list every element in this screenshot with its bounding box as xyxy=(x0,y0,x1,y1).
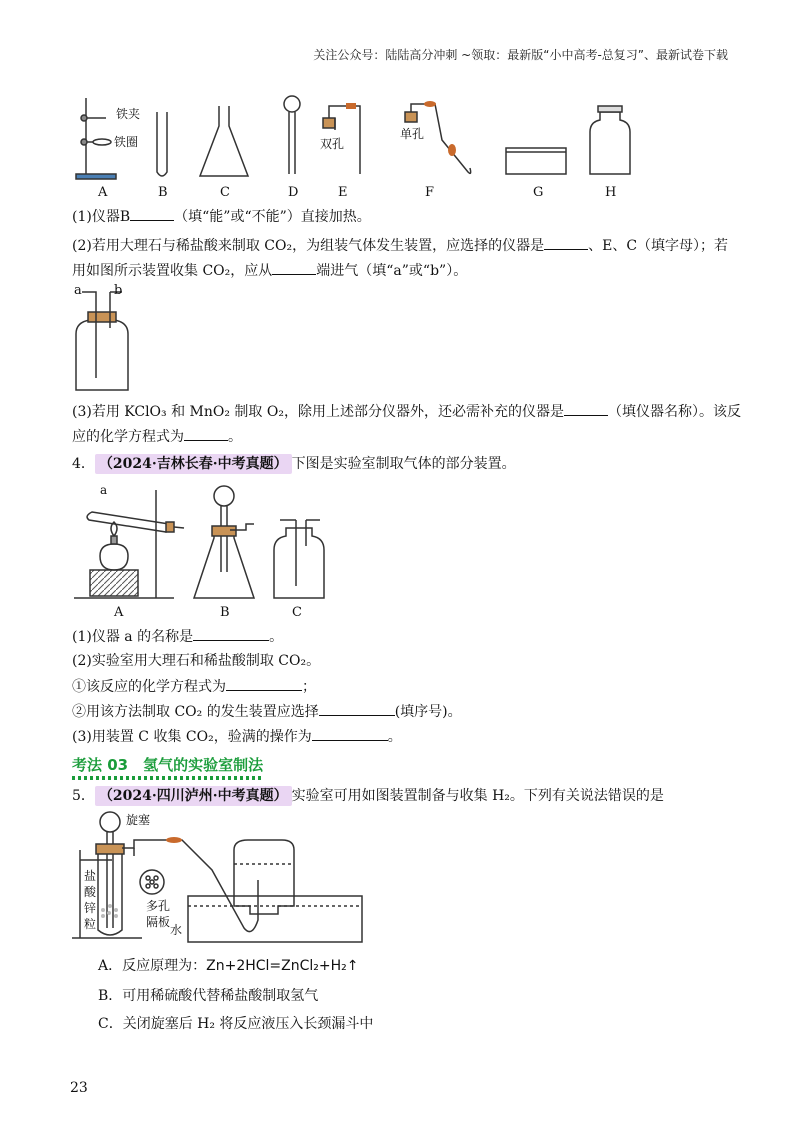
q4-part1: (1)仪器 a 的名称是 。 xyxy=(72,626,283,647)
fig3-plate-1: 多孔 xyxy=(146,899,171,913)
q4-source-tag: （2024·吉林长春·中考真题） xyxy=(95,454,292,474)
label-d: D xyxy=(288,185,299,200)
fig2-letter-c: C xyxy=(292,605,302,620)
q5-stem: 5． （2024·四川泸州·中考真题） 实验室可用如图装置制备与收集 H₂。下列有关说法错误的是 xyxy=(72,788,664,804)
annotation-iron-ring: 铁圈 xyxy=(114,135,139,149)
q3-part2-cont: 用如图所示装置收集 CO₂，应从 端进气（填“a”或“b”）。 xyxy=(72,260,467,281)
q5-source-tag: （2024·四川泸州·中考真题） xyxy=(95,786,292,806)
label-b: B xyxy=(158,185,168,200)
fig3-stopcock: 旋塞 xyxy=(126,813,151,827)
collection-bottle-figure xyxy=(72,282,132,394)
q4-part3: (3)用装置 C 收集 CO₂，验满的操作为 。 xyxy=(72,726,402,747)
option-c: C．关闭旋塞后 H₂ 将反应液压入长颈漏斗中 xyxy=(98,1016,374,1032)
fig3-zinc-2: 粒 xyxy=(84,917,97,931)
hydrogen-apparatus-figure xyxy=(72,810,372,944)
q4-part2-2: ②用该方法制取 CO₂ 的发生装置应选择 (填序号)。 xyxy=(72,701,462,722)
fig3-plate-2: 隔板 xyxy=(146,915,171,929)
label-h: H xyxy=(605,185,617,200)
fig3-acid-2: 酸 xyxy=(84,885,97,899)
annotation-iron-clamp: 铁夹 xyxy=(116,107,141,121)
q3-part2: (2)若用大理石与稀盐酸来制取 CO₂，为组装气体发生装置，应选择的仪器是 、E、C（填字母）；若 xyxy=(72,235,728,256)
label-c: C xyxy=(220,185,230,200)
fig3-zinc-1: 锌 xyxy=(84,901,97,915)
annotation-single-hole: 单孔 xyxy=(400,127,425,141)
bottle-label-b: b xyxy=(114,283,123,298)
fig3-acid-1: 盐 xyxy=(84,869,97,883)
fig3-water: 水 xyxy=(170,923,183,937)
q4-part2-1: ①该反应的化学方程式为 ； xyxy=(72,676,316,697)
label-f: F xyxy=(425,185,435,200)
page-header: 关注公众号：陆陆高分冲刺 ~领取：最新版“小中高考-总复习”、最新试卷下载 xyxy=(313,48,728,62)
fig2-letter-b: B xyxy=(220,605,230,620)
label-e: E xyxy=(338,185,348,200)
apparatus-figure-2 xyxy=(74,482,334,622)
option-a: A．反应原理为：Zn+2HCl=ZnCl₂+H₂↑ xyxy=(98,958,359,974)
bottle-label-a: a xyxy=(74,283,82,298)
fig2-letter-a: A xyxy=(114,605,124,620)
q3-part1: (1)仪器B （填“能”或“不能”）直接加热。 xyxy=(72,206,371,227)
q4-part2: (2)实验室用大理石和稀盐酸制取 CO₂。 xyxy=(72,653,321,669)
label-g: G xyxy=(533,185,544,200)
q3-part3: (3)若用 KClO₃ 和 MnO₂ 制取 O₂，除用上述部分仪器外，还必需补充的仪器是 （填仪器名称）。该反 xyxy=(72,401,741,422)
apparatus-figure-1 xyxy=(70,92,630,202)
page-number: 23 xyxy=(70,1080,88,1096)
annotation-double-hole: 双孔 xyxy=(320,137,345,151)
q4-stem: 4． （2024·吉林长春·中考真题） 下图是实验室制取气体的部分装置。 xyxy=(72,456,516,472)
section-heading: 考法 03 氢气的实验室制法 xyxy=(72,754,263,780)
q3-part3-cont: 应的化学方程式为 。 xyxy=(72,426,242,447)
option-b: B．可用稀硫酸代替稀盐酸制取氢气 xyxy=(98,988,319,1004)
fig2-label-a: a xyxy=(100,483,108,497)
label-a: A xyxy=(98,185,108,200)
